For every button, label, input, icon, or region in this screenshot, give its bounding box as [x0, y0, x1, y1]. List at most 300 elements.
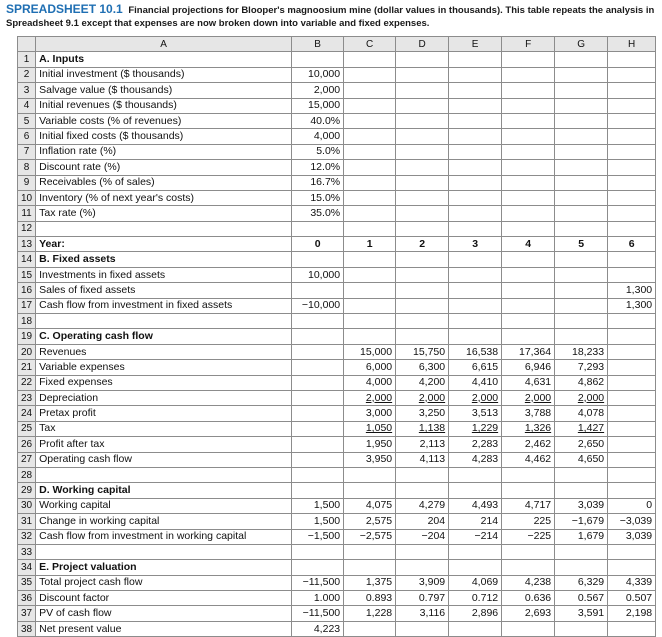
cell-f[interactable]: [502, 498, 555, 513]
cell-f[interactable]: [502, 483, 555, 498]
cell-f[interactable]: [502, 144, 555, 159]
row-number[interactable]: 28: [18, 467, 36, 482]
row-label-cell[interactable]: PV of cash flow: [36, 606, 292, 621]
cell-d[interactable]: [396, 467, 449, 482]
cell-b[interactable]: [292, 252, 344, 267]
cell-f[interactable]: [502, 129, 555, 144]
cell-b[interactable]: [292, 206, 344, 221]
cell-c[interactable]: [344, 329, 396, 344]
cell-g[interactable]: [555, 452, 608, 467]
cell-d[interactable]: [396, 544, 449, 559]
cell-b[interactable]: [292, 52, 344, 67]
cell-d[interactable]: [396, 267, 449, 282]
cell-g[interactable]: [555, 498, 608, 513]
cell-f[interactable]: [502, 452, 555, 467]
cell-e[interactable]: [449, 406, 502, 421]
cell-b[interactable]: [292, 144, 344, 159]
cell-f[interactable]: [502, 314, 555, 329]
row-label-cell[interactable]: Variable expenses: [36, 360, 292, 375]
cell-e[interactable]: [449, 252, 502, 267]
row-label-cell[interactable]: [36, 314, 292, 329]
cell-h[interactable]: [608, 237, 656, 252]
cell-c[interactable]: [344, 221, 396, 236]
row-label-cell[interactable]: Inventory (% of next year's costs): [36, 190, 292, 205]
cell-b[interactable]: [292, 175, 344, 190]
cell-b[interactable]: [292, 544, 344, 559]
cell-b[interactable]: [292, 160, 344, 175]
cell-e[interactable]: [449, 83, 502, 98]
cell-b[interactable]: [292, 375, 344, 390]
cell-d[interactable]: [396, 452, 449, 467]
column-header-d[interactable]: D: [396, 37, 449, 52]
cell-c[interactable]: [344, 52, 396, 67]
cell-g[interactable]: [555, 314, 608, 329]
cell-g[interactable]: [555, 237, 608, 252]
cell-h[interactable]: [608, 483, 656, 498]
cell-d[interactable]: [396, 483, 449, 498]
cell-d[interactable]: [396, 206, 449, 221]
row-number[interactable]: 26: [18, 437, 36, 452]
cell-g[interactable]: [555, 390, 608, 405]
cell-d[interactable]: [396, 252, 449, 267]
cell-h[interactable]: [608, 190, 656, 205]
cell-d[interactable]: [396, 575, 449, 590]
cell-h[interactable]: [608, 621, 656, 636]
row-label-cell[interactable]: Sales of fixed assets: [36, 283, 292, 298]
cell-h[interactable]: [608, 221, 656, 236]
cell-g[interactable]: [555, 283, 608, 298]
cell-d[interactable]: [396, 560, 449, 575]
cell-h[interactable]: [608, 98, 656, 113]
cell-b[interactable]: [292, 67, 344, 82]
column-header-g[interactable]: G: [555, 37, 608, 52]
row-label-cell[interactable]: Working capital: [36, 498, 292, 513]
row-label-cell[interactable]: Year:: [36, 237, 292, 252]
cell-b[interactable]: [292, 529, 344, 544]
row-label-cell[interactable]: Profit after tax: [36, 437, 292, 452]
cell-g[interactable]: [555, 98, 608, 113]
cell-f[interactable]: [502, 575, 555, 590]
cell-f[interactable]: [502, 360, 555, 375]
cell-e[interactable]: [449, 283, 502, 298]
cell-e[interactable]: [449, 452, 502, 467]
cell-d[interactable]: [396, 621, 449, 636]
cell-e[interactable]: [449, 237, 502, 252]
cell-h[interactable]: [608, 83, 656, 98]
row-label-cell[interactable]: E. Project valuation: [36, 560, 292, 575]
cell-e[interactable]: [449, 390, 502, 405]
cell-c[interactable]: [344, 267, 396, 282]
cell-c[interactable]: [344, 467, 396, 482]
cell-g[interactable]: [555, 206, 608, 221]
row-number[interactable]: 23: [18, 390, 36, 405]
row-number[interactable]: 18: [18, 314, 36, 329]
cell-b[interactable]: [292, 129, 344, 144]
cell-b[interactable]: [292, 406, 344, 421]
row-number[interactable]: 10: [18, 190, 36, 205]
row-number[interactable]: 34: [18, 560, 36, 575]
cell-e[interactable]: [449, 160, 502, 175]
row-label-cell[interactable]: Depreciation: [36, 390, 292, 405]
column-header-a[interactable]: A: [36, 37, 292, 52]
cell-c[interactable]: [344, 344, 396, 359]
cell-h[interactable]: [608, 298, 656, 313]
cell-h[interactable]: [608, 267, 656, 282]
cell-f[interactable]: [502, 221, 555, 236]
cell-d[interactable]: [396, 360, 449, 375]
row-number[interactable]: 25: [18, 421, 36, 436]
cell-e[interactable]: [449, 344, 502, 359]
cell-d[interactable]: [396, 406, 449, 421]
cell-d[interactable]: [396, 175, 449, 190]
row-label-cell[interactable]: Change in working capital: [36, 514, 292, 529]
row-number[interactable]: 15: [18, 267, 36, 282]
row-label-cell[interactable]: Receivables (% of sales): [36, 175, 292, 190]
cell-d[interactable]: [396, 344, 449, 359]
cell-e[interactable]: [449, 514, 502, 529]
cell-h[interactable]: [608, 452, 656, 467]
row-number[interactable]: 31: [18, 514, 36, 529]
row-label-cell[interactable]: Fixed expenses: [36, 375, 292, 390]
row-label-cell[interactable]: Operating cash flow: [36, 452, 292, 467]
cell-g[interactable]: [555, 529, 608, 544]
cell-e[interactable]: [449, 113, 502, 128]
cell-d[interactable]: [396, 437, 449, 452]
row-number[interactable]: 4: [18, 98, 36, 113]
cell-f[interactable]: [502, 421, 555, 436]
cell-c[interactable]: [344, 375, 396, 390]
row-number[interactable]: 16: [18, 283, 36, 298]
cell-c[interactable]: [344, 437, 396, 452]
cell-h[interactable]: [608, 421, 656, 436]
cell-b[interactable]: [292, 575, 344, 590]
cell-b[interactable]: [292, 237, 344, 252]
cell-e[interactable]: [449, 375, 502, 390]
cell-c[interactable]: [344, 406, 396, 421]
cell-d[interactable]: [396, 160, 449, 175]
cell-f[interactable]: [502, 67, 555, 82]
cell-c[interactable]: [344, 237, 396, 252]
cell-d[interactable]: [396, 52, 449, 67]
cell-b[interactable]: [292, 421, 344, 436]
cell-e[interactable]: [449, 437, 502, 452]
row-label-cell[interactable]: Discount rate (%): [36, 160, 292, 175]
cell-b[interactable]: [292, 314, 344, 329]
cell-f[interactable]: [502, 83, 555, 98]
row-label-cell[interactable]: Investments in fixed assets: [36, 267, 292, 282]
row-number[interactable]: 17: [18, 298, 36, 313]
cell-g[interactable]: [555, 483, 608, 498]
cell-c[interactable]: [344, 591, 396, 606]
cell-h[interactable]: [608, 129, 656, 144]
cell-c[interactable]: [344, 421, 396, 436]
cell-h[interactable]: [608, 206, 656, 221]
row-number[interactable]: 24: [18, 406, 36, 421]
cell-e[interactable]: [449, 421, 502, 436]
cell-c[interactable]: [344, 83, 396, 98]
cell-f[interactable]: [502, 98, 555, 113]
row-number[interactable]: 29: [18, 483, 36, 498]
cell-d[interactable]: [396, 606, 449, 621]
cell-g[interactable]: [555, 375, 608, 390]
row-number[interactable]: 37: [18, 606, 36, 621]
cell-c[interactable]: [344, 575, 396, 590]
cell-b[interactable]: [292, 283, 344, 298]
cell-h[interactable]: [608, 375, 656, 390]
row-number[interactable]: 6: [18, 129, 36, 144]
cell-e[interactable]: [449, 144, 502, 159]
cell-g[interactable]: [555, 421, 608, 436]
cell-h[interactable]: [608, 544, 656, 559]
row-label-cell[interactable]: D. Working capital: [36, 483, 292, 498]
cell-d[interactable]: [396, 283, 449, 298]
cell-g[interactable]: [555, 575, 608, 590]
cell-h[interactable]: [608, 467, 656, 482]
row-number[interactable]: 19: [18, 329, 36, 344]
cell-b[interactable]: [292, 83, 344, 98]
cell-c[interactable]: [344, 160, 396, 175]
cell-h[interactable]: [608, 67, 656, 82]
cell-b[interactable]: [292, 267, 344, 282]
row-number[interactable]: 35: [18, 575, 36, 590]
cell-f[interactable]: [502, 621, 555, 636]
cell-e[interactable]: [449, 560, 502, 575]
cell-c[interactable]: [344, 514, 396, 529]
cell-b[interactable]: [292, 98, 344, 113]
cell-c[interactable]: [344, 560, 396, 575]
cell-d[interactable]: [396, 514, 449, 529]
cell-d[interactable]: [396, 98, 449, 113]
cell-g[interactable]: [555, 52, 608, 67]
cell-g[interactable]: [555, 67, 608, 82]
row-label-cell[interactable]: Variable costs (% of revenues): [36, 113, 292, 128]
cell-d[interactable]: [396, 113, 449, 128]
cell-h[interactable]: [608, 529, 656, 544]
row-label-cell[interactable]: Revenues: [36, 344, 292, 359]
row-label-cell[interactable]: Net present value: [36, 621, 292, 636]
cell-f[interactable]: [502, 113, 555, 128]
cell-f[interactable]: [502, 206, 555, 221]
row-number[interactable]: 27: [18, 452, 36, 467]
row-number[interactable]: 3: [18, 83, 36, 98]
cell-c[interactable]: [344, 129, 396, 144]
row-label-cell[interactable]: Discount factor: [36, 591, 292, 606]
row-label-cell[interactable]: A. Inputs: [36, 52, 292, 67]
cell-b[interactable]: [292, 560, 344, 575]
cell-g[interactable]: [555, 113, 608, 128]
cell-h[interactable]: [608, 360, 656, 375]
cell-g[interactable]: [555, 406, 608, 421]
cell-f[interactable]: [502, 560, 555, 575]
row-label-cell[interactable]: Pretax profit: [36, 406, 292, 421]
cell-b[interactable]: [292, 437, 344, 452]
cell-g[interactable]: [555, 221, 608, 236]
cell-b[interactable]: [292, 190, 344, 205]
cell-f[interactable]: [502, 467, 555, 482]
cell-h[interactable]: [608, 575, 656, 590]
cell-f[interactable]: [502, 544, 555, 559]
cell-d[interactable]: [396, 498, 449, 513]
cell-b[interactable]: [292, 467, 344, 482]
cell-f[interactable]: [502, 514, 555, 529]
cell-c[interactable]: [344, 544, 396, 559]
cell-e[interactable]: [449, 67, 502, 82]
column-header-b[interactable]: B: [292, 37, 344, 52]
cell-f[interactable]: [502, 252, 555, 267]
cell-d[interactable]: [396, 237, 449, 252]
row-number[interactable]: 11: [18, 206, 36, 221]
cell-c[interactable]: [344, 360, 396, 375]
cell-c[interactable]: [344, 67, 396, 82]
row-number[interactable]: 36: [18, 591, 36, 606]
row-number[interactable]: 38: [18, 621, 36, 636]
cell-f[interactable]: [502, 529, 555, 544]
cell-c[interactable]: [344, 621, 396, 636]
column-header-c[interactable]: C: [344, 37, 396, 52]
row-number[interactable]: 21: [18, 360, 36, 375]
cell-g[interactable]: [555, 160, 608, 175]
row-label-cell[interactable]: Tax rate (%): [36, 206, 292, 221]
cell-g[interactable]: [555, 267, 608, 282]
cell-e[interactable]: [449, 544, 502, 559]
row-label-cell[interactable]: Total project cash flow: [36, 575, 292, 590]
cell-c[interactable]: [344, 498, 396, 513]
cell-d[interactable]: [396, 83, 449, 98]
cell-g[interactable]: [555, 437, 608, 452]
cell-b[interactable]: [292, 452, 344, 467]
cell-d[interactable]: [396, 314, 449, 329]
cell-b[interactable]: [292, 498, 344, 513]
row-number[interactable]: 2: [18, 67, 36, 82]
cell-g[interactable]: [555, 621, 608, 636]
row-number[interactable]: 30: [18, 498, 36, 513]
cell-d[interactable]: [396, 144, 449, 159]
row-number[interactable]: 12: [18, 221, 36, 236]
cell-f[interactable]: [502, 190, 555, 205]
row-label-cell[interactable]: Initial revenues ($ thousands): [36, 98, 292, 113]
cell-c[interactable]: [344, 483, 396, 498]
row-number[interactable]: 8: [18, 160, 36, 175]
cell-g[interactable]: [555, 560, 608, 575]
row-label-cell[interactable]: [36, 544, 292, 559]
cell-h[interactable]: [608, 314, 656, 329]
cell-g[interactable]: [555, 514, 608, 529]
row-number[interactable]: 5: [18, 113, 36, 128]
row-number[interactable]: 33: [18, 544, 36, 559]
cell-c[interactable]: [344, 190, 396, 205]
cell-f[interactable]: [502, 406, 555, 421]
cell-f[interactable]: [502, 237, 555, 252]
cell-f[interactable]: [502, 175, 555, 190]
cell-h[interactable]: [608, 606, 656, 621]
cell-h[interactable]: [608, 344, 656, 359]
cell-g[interactable]: [555, 467, 608, 482]
cell-g[interactable]: [555, 344, 608, 359]
cell-f[interactable]: [502, 283, 555, 298]
cell-b[interactable]: [292, 329, 344, 344]
cell-e[interactable]: [449, 314, 502, 329]
row-number[interactable]: 1: [18, 52, 36, 67]
cell-c[interactable]: [344, 283, 396, 298]
cell-h[interactable]: [608, 175, 656, 190]
row-number[interactable]: 22: [18, 375, 36, 390]
cell-d[interactable]: [396, 421, 449, 436]
cell-e[interactable]: [449, 206, 502, 221]
cell-g[interactable]: [555, 83, 608, 98]
cell-b[interactable]: [292, 221, 344, 236]
cell-f[interactable]: [502, 344, 555, 359]
row-label-cell[interactable]: Initial investment ($ thousands): [36, 67, 292, 82]
cell-e[interactable]: [449, 621, 502, 636]
cell-d[interactable]: [396, 591, 449, 606]
row-label-cell[interactable]: Cash flow from investment in working capital: [36, 529, 292, 544]
cell-g[interactable]: [555, 298, 608, 313]
cell-e[interactable]: [449, 529, 502, 544]
row-number[interactable]: 13: [18, 237, 36, 252]
cell-g[interactable]: [555, 360, 608, 375]
cell-c[interactable]: [344, 606, 396, 621]
cell-f[interactable]: [502, 390, 555, 405]
cell-e[interactable]: [449, 190, 502, 205]
cell-f[interactable]: [502, 298, 555, 313]
cell-g[interactable]: [555, 606, 608, 621]
cell-f[interactable]: [502, 267, 555, 282]
row-number[interactable]: 7: [18, 144, 36, 159]
cell-g[interactable]: [555, 144, 608, 159]
cell-b[interactable]: [292, 591, 344, 606]
cell-e[interactable]: [449, 360, 502, 375]
cell-g[interactable]: [555, 190, 608, 205]
row-number[interactable]: 14: [18, 252, 36, 267]
cell-f[interactable]: [502, 160, 555, 175]
cell-h[interactable]: [608, 329, 656, 344]
cell-d[interactable]: [396, 390, 449, 405]
cell-g[interactable]: [555, 175, 608, 190]
cell-h[interactable]: [608, 406, 656, 421]
cell-h[interactable]: [608, 160, 656, 175]
cell-e[interactable]: [449, 221, 502, 236]
cell-f[interactable]: [502, 52, 555, 67]
cell-d[interactable]: [396, 221, 449, 236]
cell-c[interactable]: [344, 390, 396, 405]
row-number[interactable]: 20: [18, 344, 36, 359]
row-label-cell[interactable]: Salvage value ($ thousands): [36, 83, 292, 98]
row-number[interactable]: 32: [18, 529, 36, 544]
corner-cell[interactable]: [18, 37, 36, 52]
cell-b[interactable]: [292, 621, 344, 636]
cell-c[interactable]: [344, 298, 396, 313]
cell-h[interactable]: [608, 498, 656, 513]
cell-c[interactable]: [344, 144, 396, 159]
cell-g[interactable]: [555, 544, 608, 559]
cell-d[interactable]: [396, 190, 449, 205]
row-label-cell[interactable]: Tax: [36, 421, 292, 436]
cell-e[interactable]: [449, 483, 502, 498]
cell-h[interactable]: [608, 591, 656, 606]
column-header-f[interactable]: F: [502, 37, 555, 52]
cell-d[interactable]: [396, 529, 449, 544]
cell-f[interactable]: [502, 329, 555, 344]
cell-e[interactable]: [449, 467, 502, 482]
cell-h[interactable]: [608, 52, 656, 67]
column-header-e[interactable]: E: [449, 37, 502, 52]
cell-d[interactable]: [396, 129, 449, 144]
cell-g[interactable]: [555, 329, 608, 344]
cell-b[interactable]: [292, 298, 344, 313]
cell-d[interactable]: [396, 298, 449, 313]
row-label-cell[interactable]: Cash flow from investment in fixed assets: [36, 298, 292, 313]
cell-h[interactable]: [608, 252, 656, 267]
